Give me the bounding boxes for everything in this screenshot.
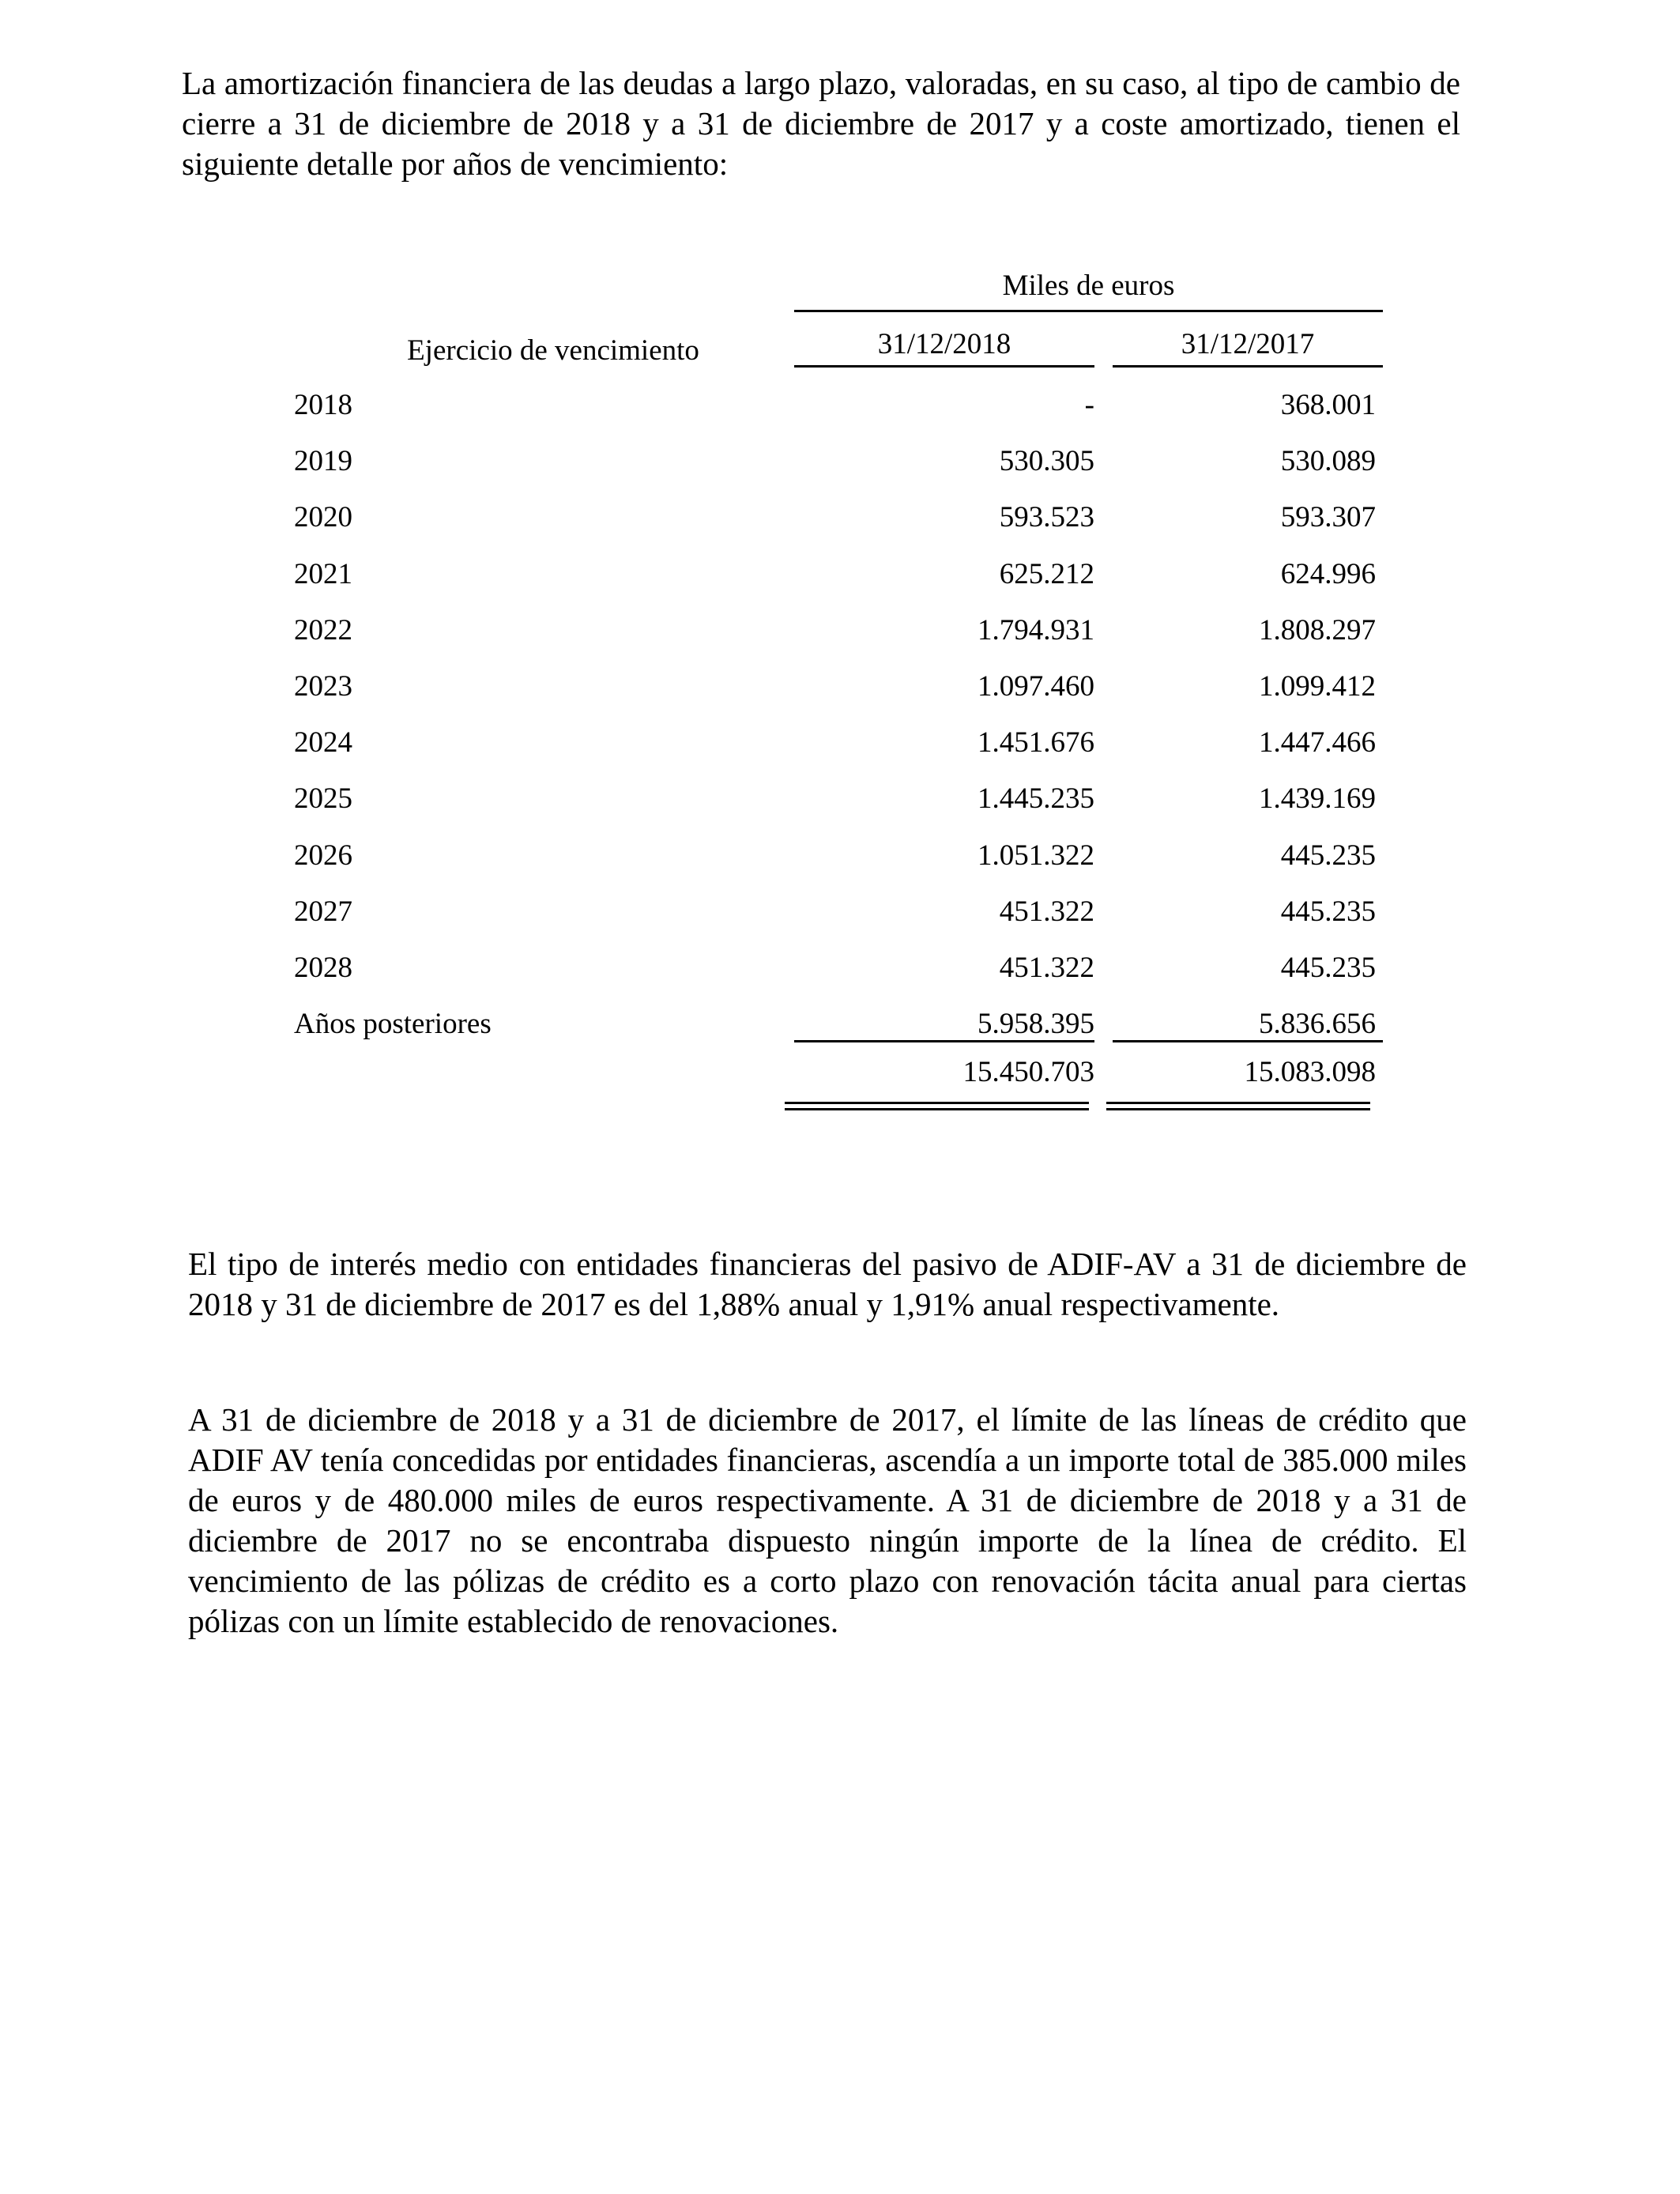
row-label: 2028 xyxy=(294,952,352,984)
column-header-rule-2017 xyxy=(1113,365,1383,368)
table-row xyxy=(0,388,1680,428)
row-label: 2019 xyxy=(294,445,352,478)
total-double-rule-2018-bottom xyxy=(785,1108,1089,1110)
table-total-row xyxy=(0,1055,1680,1095)
table-row xyxy=(0,782,1680,821)
row-value-2017: 445.235 xyxy=(1280,952,1376,984)
row-value-2018: 451.322 xyxy=(999,952,1094,984)
interest-rate-paragraph: El tipo de interés medio con entidades financieras del pasivo de ADIF-AV a 31 de diciembre de 2018 y 31 de diciembre de 2017 es del 1,88% anual y 1,91% anual respectivamente. xyxy=(188,1246,1467,1322)
row-value-2018: 625.212 xyxy=(999,557,1094,590)
row-value-2018: 451.322 xyxy=(999,895,1094,928)
row-value-2017: 530.089 xyxy=(1280,445,1376,478)
table-row xyxy=(0,444,1680,484)
row-value-2018: - xyxy=(1084,389,1094,421)
row-label: 2020 xyxy=(294,501,352,534)
total-double-rule-2017-bottom xyxy=(1106,1108,1370,1110)
row-value-2018: 1.794.931 xyxy=(977,613,1094,647)
row-value-2017: 368.001 xyxy=(1280,389,1376,421)
row-value-2017: 445.235 xyxy=(1280,839,1376,872)
row-label: Años posteriores xyxy=(294,1008,492,1041)
subtotal-rule-2018 xyxy=(794,1040,1094,1042)
row-label: 2024 xyxy=(294,726,352,760)
table-row xyxy=(0,500,1680,540)
column-header-2018: 31/12/2018 xyxy=(877,328,1011,360)
row-label: 2025 xyxy=(294,782,352,816)
row-value-2017: 1.439.169 xyxy=(1259,782,1376,816)
table-row xyxy=(0,669,1680,709)
subtotal-rule-2017 xyxy=(1113,1040,1383,1042)
row-label: 2018 xyxy=(294,389,352,421)
credit-lines-paragraph: A 31 de diciembre de 2018 y a 31 de diciembre de 2017, el límite de las líneas de crédito que ADIF AV tenía concedidas por entidades financieras, ascendía a un importe total de 385.000 miles de euros y de 480.000 miles de euros respectivamente. A 31 de diciembre de 2018 y a 31 de diciembre de 2017 no se encontraba dispuesto ningún importe de la línea de crédito. El vencimiento de las pólizas de crédito es a corto plazo con renovación tácita anual para ciertas pólizas con un límite establecido de renovaciones. xyxy=(188,1401,1467,1639)
row-value-2018: 1.097.460 xyxy=(977,670,1094,703)
row-value-2018: 1.451.676 xyxy=(977,726,1094,760)
table-row xyxy=(0,557,1680,597)
total-double-rule-2018-top xyxy=(785,1102,1089,1104)
total-2017: 15.083.098 xyxy=(1244,1056,1376,1088)
table-row-header: Ejercicio de vencimiento xyxy=(407,334,699,367)
row-value-2017: 1.808.297 xyxy=(1259,613,1376,647)
table-row xyxy=(0,951,1680,990)
row-value-2017: 445.235 xyxy=(1280,895,1376,928)
table-row xyxy=(0,839,1680,878)
row-value-2017: 624.996 xyxy=(1280,557,1376,590)
column-header-rule-2018 xyxy=(794,365,1094,368)
table-row xyxy=(0,613,1680,653)
row-label: 2022 xyxy=(294,613,352,647)
row-label: 2021 xyxy=(294,557,352,590)
column-header-2017: 31/12/2017 xyxy=(1181,328,1315,360)
row-value-2017: 1.447.466 xyxy=(1259,726,1376,760)
row-label: 2027 xyxy=(294,895,352,928)
row-label: 2026 xyxy=(294,839,352,872)
table-group-header: Miles de euros xyxy=(1002,270,1175,302)
group-header-rule xyxy=(794,310,1383,312)
row-value-2017: 5.836.656 xyxy=(1259,1008,1376,1041)
table-row xyxy=(0,726,1680,765)
row-value-2018: 593.523 xyxy=(999,501,1094,534)
total-2018: 15.450.703 xyxy=(962,1056,1094,1088)
row-value-2017: 1.099.412 xyxy=(1259,670,1376,703)
intro-paragraph: La amortización financiera de las deudas a largo plazo, valoradas, en su caso, al tipo de cambio de cierre a 31 de diciembre de 2018 y a 31 de diciembre de 2017 y a coste amortizado, tienen el siguiente detalle por años de vencimiento: xyxy=(182,65,1460,182)
row-value-2018: 1.445.235 xyxy=(977,782,1094,816)
total-double-rule-2017-top xyxy=(1106,1102,1370,1104)
row-value-2017: 593.307 xyxy=(1280,501,1376,534)
table-row xyxy=(0,895,1680,934)
row-value-2018: 5.958.395 xyxy=(977,1008,1094,1041)
row-value-2018: 530.305 xyxy=(999,445,1094,478)
row-label: 2023 xyxy=(294,670,352,703)
row-value-2018: 1.051.322 xyxy=(977,839,1094,872)
